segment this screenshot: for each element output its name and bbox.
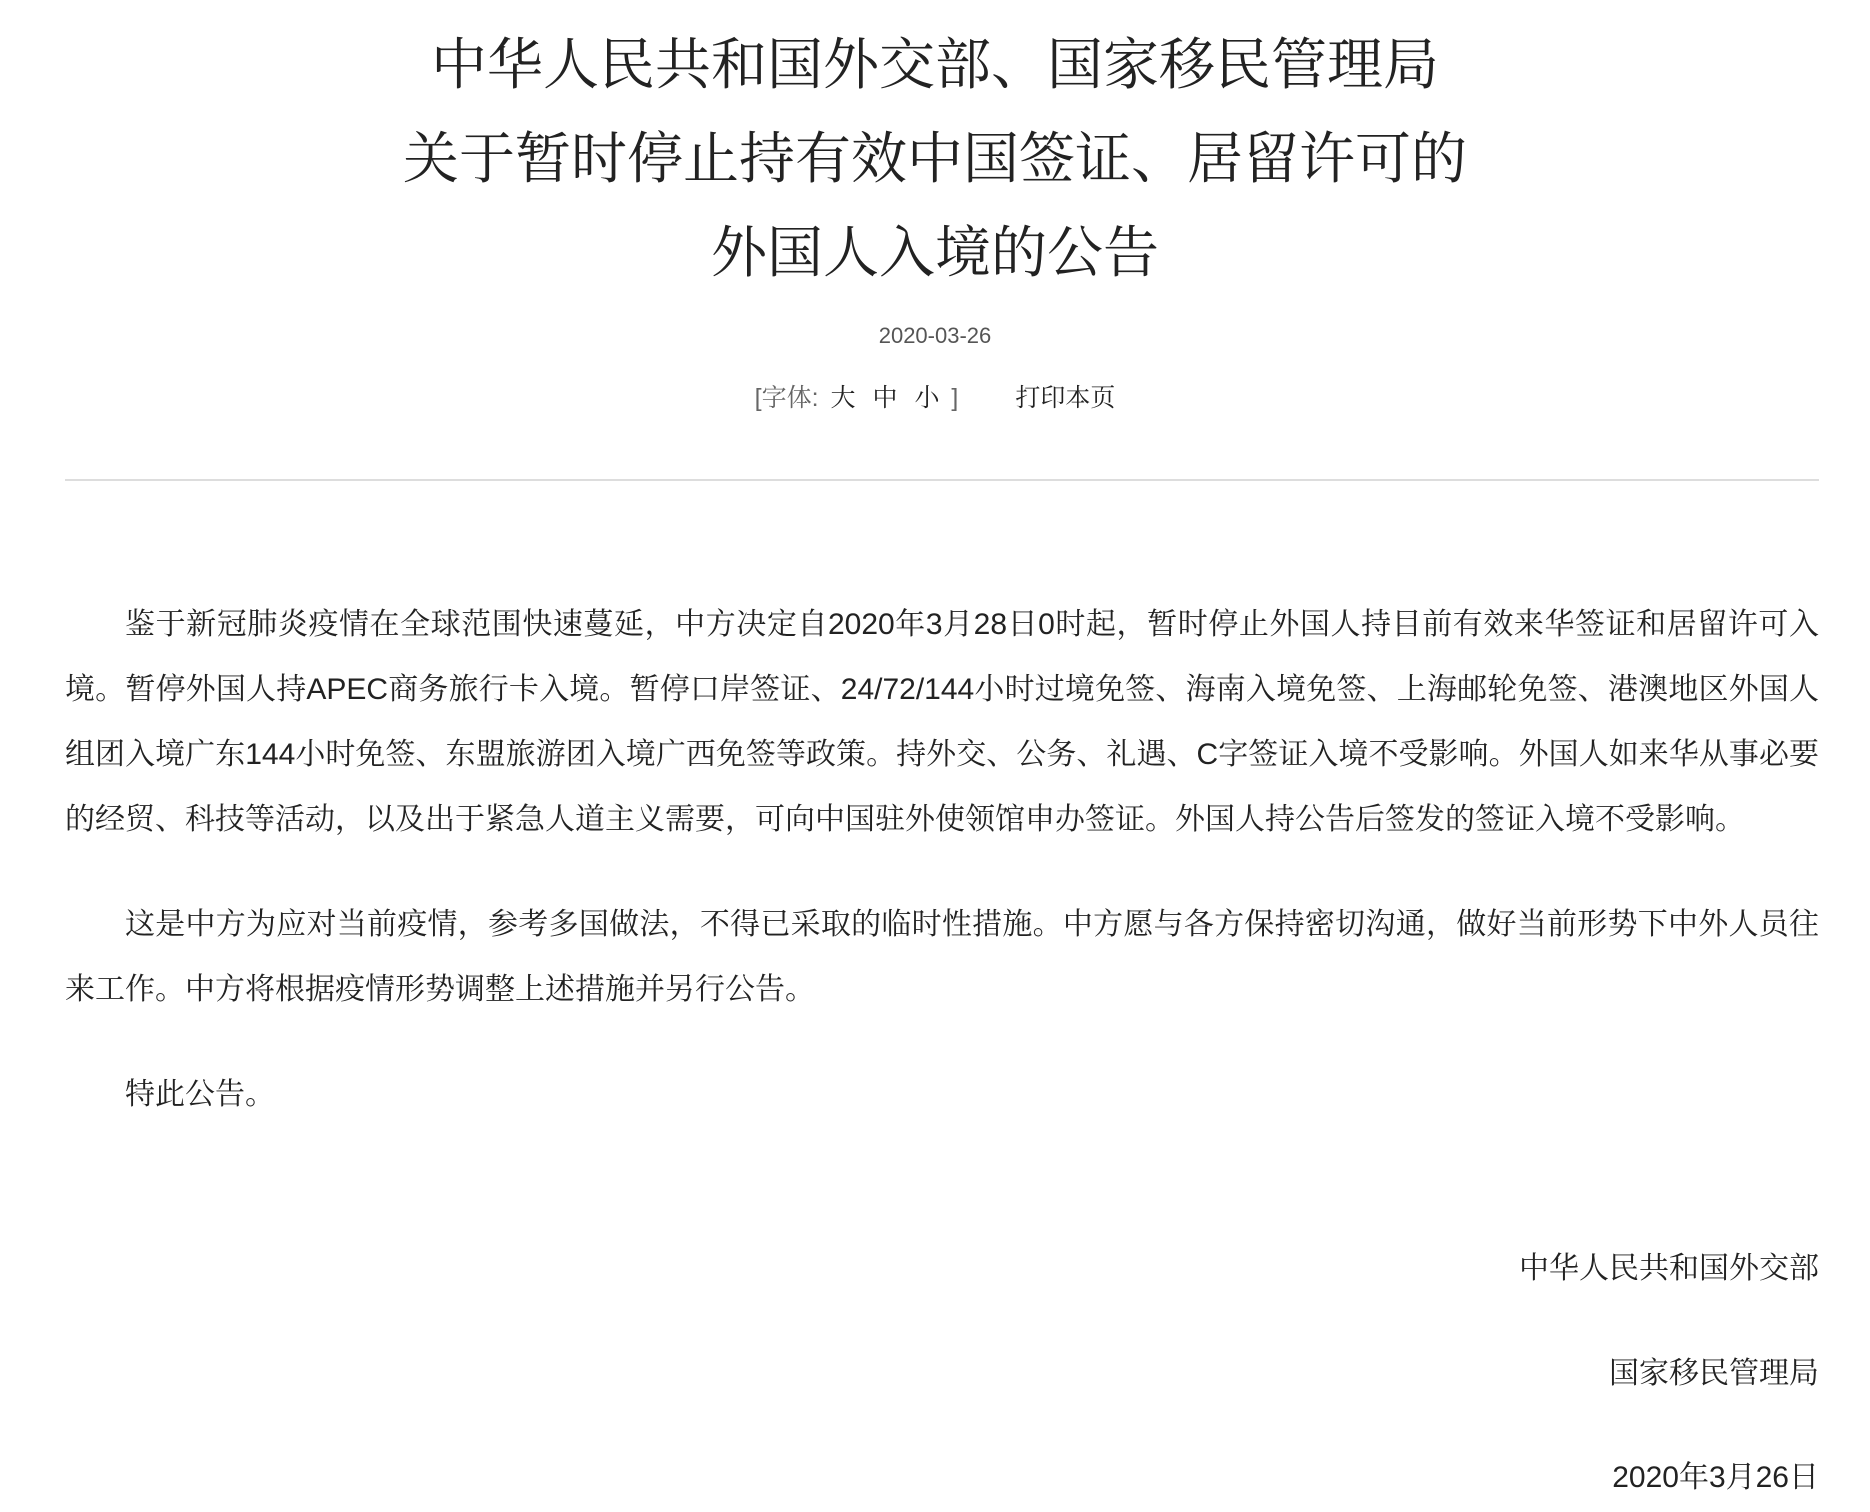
paragraph: 这是中方为应对当前疫情，参考多国做法，不得已采取的临时性措施。中方愿与各方保持密切沟通，做好当前形势下中外人员往来工作。中方将根据疫情形势调整上述措施并另行公告。	[65, 908, 1819, 1006]
title-line-2: 关于暂时停止持有效中国签证、居留许可的	[403, 127, 1467, 190]
font-size-bracket: ]	[951, 384, 959, 412]
font-size-toolbar	[0, 378, 1870, 414]
signature-date: 2020年3月26日	[1612, 1461, 1819, 1494]
font-size-small-link[interactable]: 小	[914, 384, 940, 412]
article-body	[65, 592, 1819, 1167]
publish-date: 2020-03-26	[878, 323, 992, 348]
signature-org-2: 国家移民管理局	[1609, 1357, 1819, 1390]
page-title	[0, 18, 1870, 300]
divider	[65, 479, 1819, 481]
font-size-label: [字体:	[754, 384, 819, 412]
print-page-link[interactable]: 打印本页	[1015, 384, 1116, 412]
signature-org-1: 中华人民共和国外交部	[1519, 1252, 1819, 1285]
font-size-medium-link[interactable]: 中	[872, 384, 898, 412]
title-line-3: 外国人入境的公告	[711, 221, 1159, 284]
paragraph: 特此公告。	[125, 1078, 275, 1111]
paragraph: 鉴于新冠肺炎疫情在全球范围快速蔓延，中方决定自2020年3月28日0时起，暂时停止外国人持目前有效来华签证和居留许可入境。暂停外国人持APEC商务旅行卡入境。暂停口岸签证、24/72/144小时过境免签、海南入境免签、上海邮轮免签、港澳地区外国人组团入境广东144小时免签、东盟旅游团入境广西免签等政策。持外交、公务、礼遇、C字签证入境不受影响。外国人如来华从事必要的经贸、科技等活动，以及出于紧急人道主义需要，可向中国驻外使领馆申办签证。外国人持公告后签发的签证入境不受影响。	[65, 608, 1819, 836]
font-size-large-link[interactable]: 大	[830, 384, 856, 412]
title-line-1: 中华人民共和国外交部、国家移民管理局	[431, 33, 1439, 96]
